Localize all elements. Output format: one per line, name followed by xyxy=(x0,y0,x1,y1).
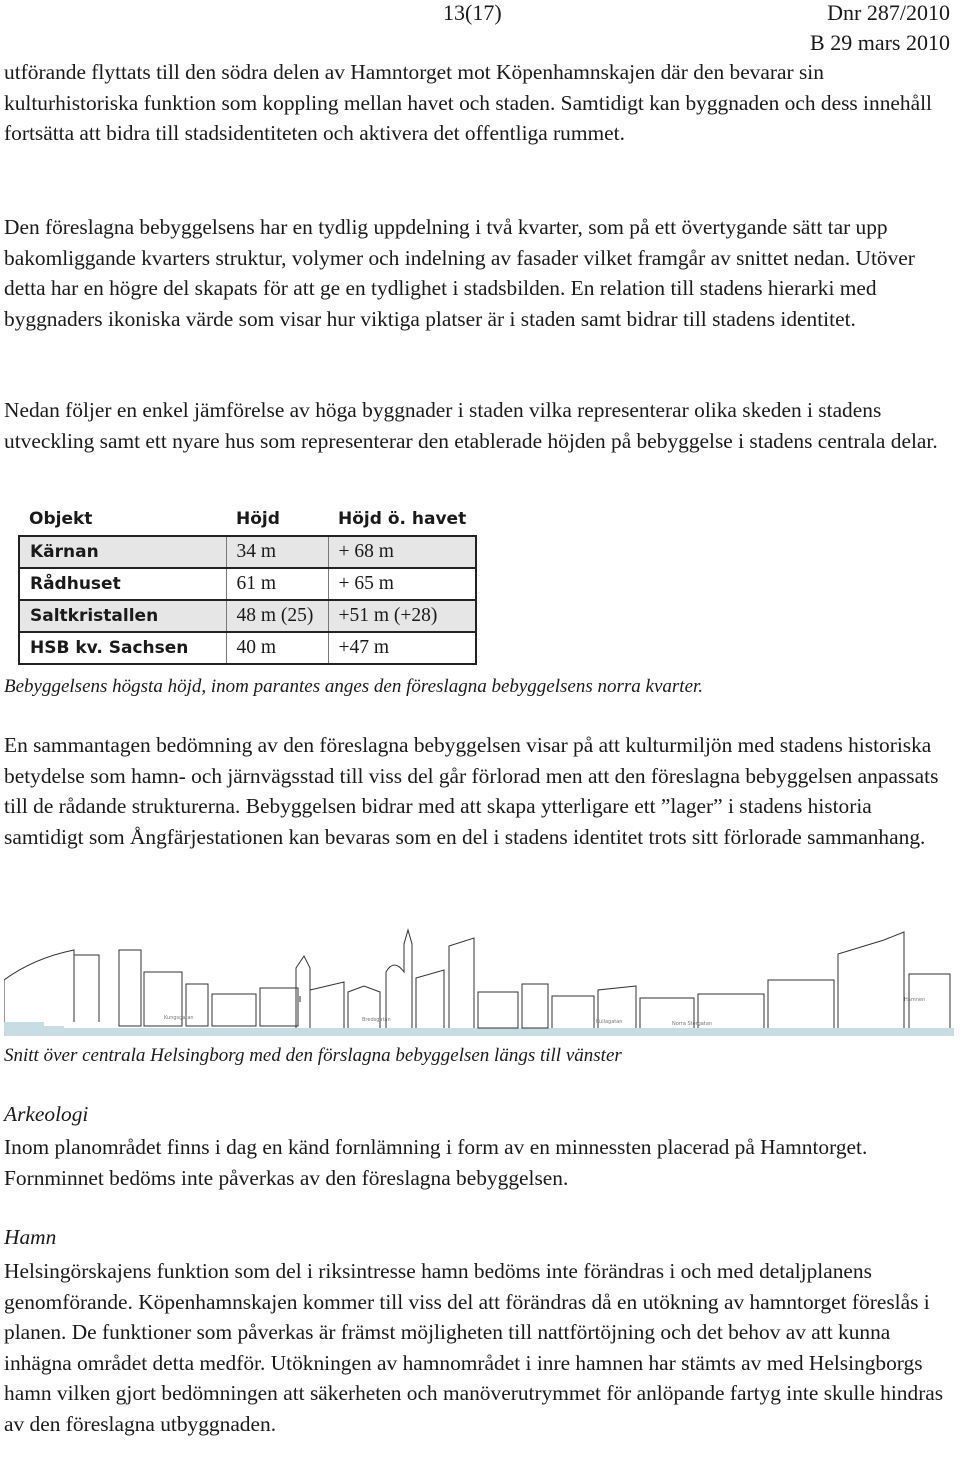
table-cell-height-sea: + 65 m xyxy=(338,573,394,594)
label-kullagatan: Kullagatan xyxy=(596,1019,623,1025)
label-bredsgatan: Bredsgatan xyxy=(362,1017,391,1023)
table-cell-height-sea: +47 m xyxy=(338,637,390,658)
city-section-figure xyxy=(4,910,954,1040)
header-objekt: Objekt xyxy=(29,509,93,529)
table-cell-object: HSB kv. Sachsen xyxy=(19,632,226,664)
table-cell-height: 48 m (25) xyxy=(226,600,328,632)
table-caption: Bebyggelsens högsta höjd, inom parantes anges den föreslagna bebyggelsens norra kvarter. xyxy=(4,676,704,697)
paragraph-assessment: En sammantagen bedömning av den föreslagna bebyggelsen visar på att kulturmiljön med stadens historiska betydelse som hamn- och järnvägsstad till viss del går förlorad men att den föreslagna bebyggelsen anpassats till de rådande strukturerna. Bebyggelsen bidrar med att skapa ytterligare ett ”lager” i stadens historia samtidigt som Ångfärjestationen kan bevaras som en del i stadens identitet trots sitt förlorade sammanhang. xyxy=(4,733,939,849)
paragraph-arkeologi: Inom planområdet finns i dag en känd fornlämning i form av en minnessten placerad på Hamntorget. Fornminnet bedöms inte påverkas av den föreslagna bebyggelsen. xyxy=(4,1135,868,1190)
table-row xyxy=(19,600,476,632)
paragraph-intro: utförande flyttats till den södra delen av Hamntorget mot Köpenhamnskajen där den bevarar sin kulturhistoriska funktion som koppling mellan havet och staden. Samtidigt kan byggnaden och dess innehåll fortsätta att bidra till stadsidentiteten och aktivera det offentliga rummet. xyxy=(4,60,932,145)
header-hojd: Höjd xyxy=(236,509,280,529)
header-hojd-havet: Höjd ö. havet xyxy=(338,509,467,529)
paragraph-height-comparison: Nedan följer en enkel jämförelse av höga byggnader i staden vilka representerar olika skeden i stadens utveckling samt ett nyare hus som representerar den etablerade höjden på bebyggelse i stadens centrala delar. xyxy=(4,398,938,453)
table-cell-height-sea: +51 m (+28) xyxy=(338,605,438,626)
table-cell-object: Kärnan xyxy=(19,536,226,568)
table-row xyxy=(19,536,476,568)
page-header xyxy=(0,0,960,62)
heading-arkeologi: Arkeologi xyxy=(4,1102,89,1126)
paragraph-building-division: Den föreslagna bebyggelsens har en tydlig uppdelning i två kvarter, som på ett övertygande sätt tar upp bakomliggande kvarters struktur, volymer och indelning av fasader vilket framgår av snittet nedan. Utöver detta har en högre del skapats för att ge en tydlighet i stadsbilden. En relation till stadens hierarki med byggnaders ikoniska värde som visar hur viktiga platser är i staden samt bidrar till stadens identitet. xyxy=(4,215,915,331)
heading-hamn: Hamn xyxy=(4,1225,57,1249)
table-cell-height: 61 m xyxy=(226,568,328,600)
table-header-row xyxy=(19,503,476,536)
table-cell-object: Rådhuset xyxy=(19,568,226,600)
paragraph-hamn: Helsingörskajens funktion som del i riksintresse hamn bedöms inte förändras i och med detaljplanens genomförande. Köpenhamnskajen kommer till viss del att förändras då en utökning av hamntorget föreslås i planen. De funktioner som påverkas är främst möjligheten till nattförtöjning och det behov av att kunna inhägna området detta medför. Utökningen av hamnområdet i inre hamnen har stämts av med Helsingborgs hamn vilken gjort bedömningen att säkerheten och manöverutrymmet för anlöpande fartyg inte skulle hindras av den föreslagna utbyggnaden. xyxy=(4,1259,944,1436)
table-row xyxy=(19,568,476,600)
label-hamnen: Hamnen xyxy=(904,997,926,1003)
table-cell-height-sea: + 68 m xyxy=(338,541,394,562)
document-date: B 29 mars 2010 xyxy=(810,30,950,55)
city-section-drawing xyxy=(4,910,954,1040)
page-number: 13(17) xyxy=(443,0,502,25)
table-cell-height: 40 m xyxy=(226,632,328,664)
label-norra-storgatan: Norra Storgatan xyxy=(672,1021,713,1027)
height-table xyxy=(18,503,477,665)
figure-caption: Snitt över centrala Helsingborg med den förslagna bebyggelsen längs till vänster xyxy=(4,1045,622,1066)
document-number: Dnr 287/2010 xyxy=(827,0,950,25)
table-row xyxy=(19,632,476,664)
table-cell-object: Saltkristallen xyxy=(19,600,226,632)
table-cell-height: 34 m xyxy=(226,536,328,568)
label-kungsgatan: Kungsgatan xyxy=(164,1015,194,1021)
